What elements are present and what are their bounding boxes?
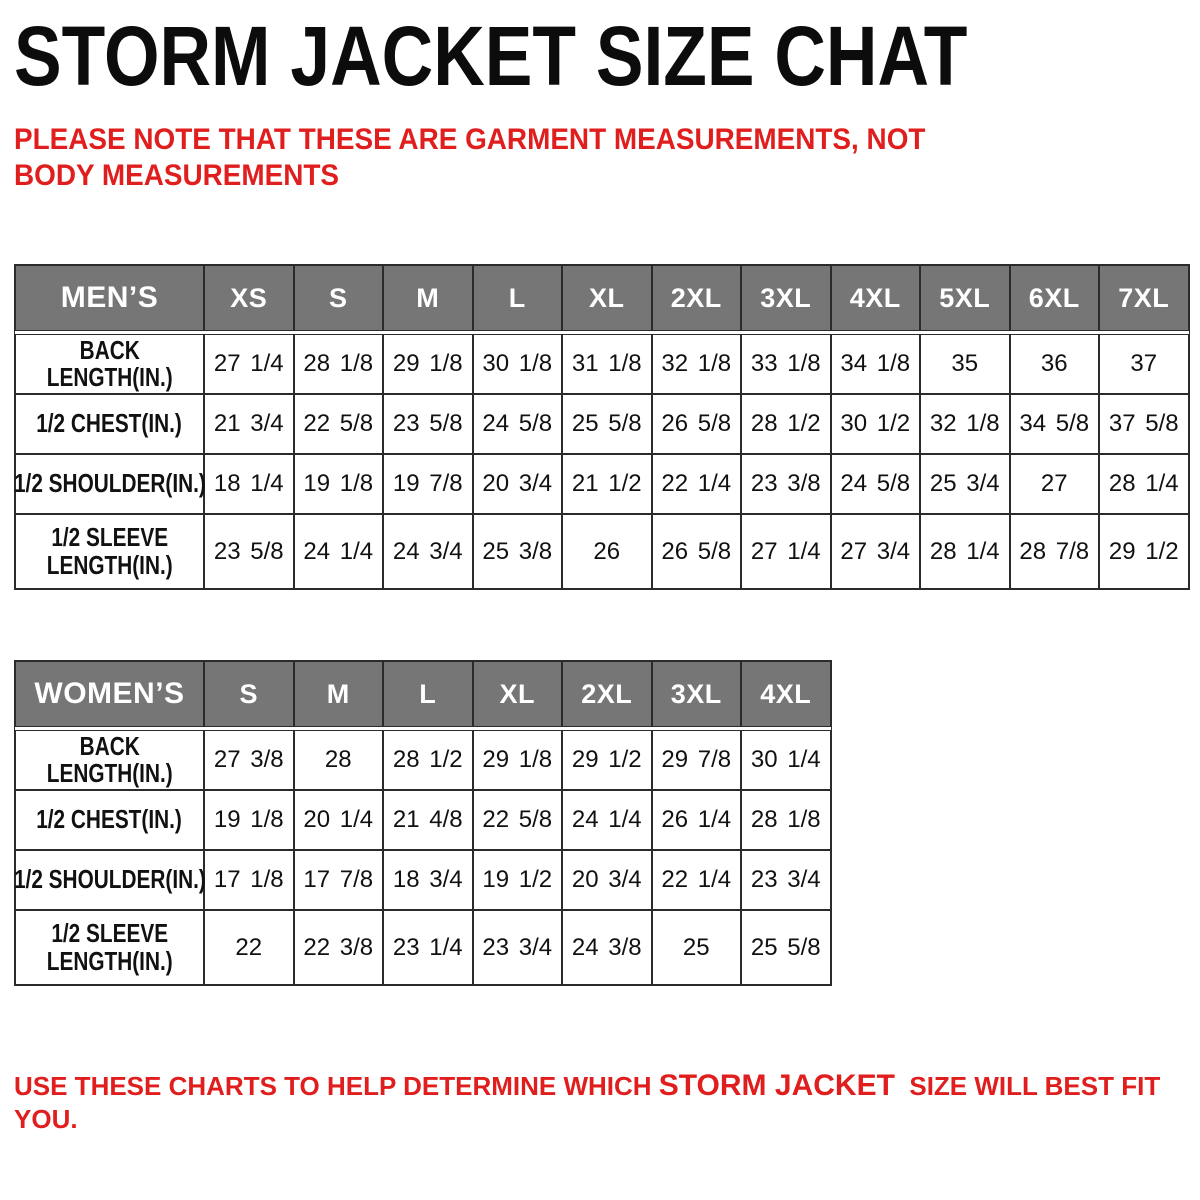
row-label-line: LENGTH(IN.) [46, 362, 173, 392]
size-column-header: S [204, 661, 294, 727]
measurement-cell: 24 3/8 [562, 910, 652, 985]
size-column-header: 2XL [652, 265, 742, 331]
row-label [15, 454, 204, 514]
row-label-line: BACK [79, 730, 140, 761]
row-label-text [14, 470, 206, 497]
row-label [15, 790, 204, 850]
size-column-header: 3XL [741, 265, 831, 331]
measurement-cell: 21 4/8 [383, 790, 473, 850]
row-label-text [46, 334, 173, 392]
measurement-cell: 20 1/4 [294, 790, 384, 850]
product-name-emphasis: STORM JACKET [658, 1069, 895, 1102]
measurement-cell: 21 3/4 [204, 394, 294, 454]
garment-measurement-note: PLEASE NOTE THAT THESE ARE GARMENT MEASUREMENTS, NOT BODY MEASUREMENTS [14, 123, 926, 192]
measurement-cell: 23 3/8 [741, 454, 831, 514]
row-label-line: LENGTH(IN.) [46, 549, 173, 580]
table-name-header: WOMEN’S [15, 661, 204, 727]
measurement-cell: 23 3/4 [473, 910, 563, 985]
row-label-line: BACK [79, 334, 140, 365]
size-column-header: 7XL [1099, 265, 1189, 331]
measurement-cell: 27 3/8 [204, 730, 294, 790]
footer-text-prefix: USE THESE CHARTS TO HELP DETERMINE WHICH [14, 1071, 659, 1101]
page-title: STORM JACKET SIZE CHAT [14, 9, 968, 103]
measurement-cell: 23 5/8 [204, 514, 294, 589]
measurement-cell: 30 1/8 [473, 334, 563, 394]
measurement-cell: 28 [294, 730, 384, 790]
size-column-header: M [294, 661, 384, 727]
measurement-cell: 29 7/8 [652, 730, 742, 790]
measurement-cell: 22 5/8 [473, 790, 563, 850]
measurement-cell: 24 3/4 [383, 514, 473, 589]
measurement-cell: 31 1/8 [562, 334, 652, 394]
measurement-cell: 27 3/4 [831, 514, 921, 589]
measurement-cell: 25 5/8 [562, 394, 652, 454]
measurement-cell: 24 5/8 [831, 454, 921, 514]
row-label-line: 1/2 SHOULDER(IN.) [13, 864, 206, 895]
measurement-cell: 19 1/2 [473, 850, 563, 910]
row-label-line: 1/2 CHEST(IN.) [36, 804, 183, 835]
measurement-cell: 19 1/8 [294, 454, 384, 514]
row-label [15, 910, 204, 985]
measurement-cell: 28 1/2 [741, 394, 831, 454]
measurement-cell: 22 1/4 [652, 850, 742, 910]
size-column-header: L [473, 265, 563, 331]
measurement-cell: 25 [652, 910, 742, 985]
row-label-text [37, 410, 183, 437]
measurement-cell: 36 [1010, 334, 1100, 394]
row-label-line: 1/2 SLEEVE [51, 522, 168, 553]
row-label [15, 850, 204, 910]
measurement-cell: 30 1/2 [831, 394, 921, 454]
measurement-cell: 34 1/8 [831, 334, 921, 394]
measurement-cell: 23 5/8 [383, 394, 473, 454]
measurement-cell: 22 3/8 [294, 910, 384, 985]
row-label [15, 730, 204, 790]
size-column-header: XL [562, 265, 652, 331]
row-label [15, 334, 204, 394]
size-column-header: 6XL [1010, 265, 1100, 331]
size-column-header: M [383, 265, 473, 331]
measurement-cell: 27 1/4 [204, 334, 294, 394]
measurement-cell: 28 1/4 [1099, 454, 1189, 514]
measurement-cell: 26 5/8 [652, 394, 742, 454]
table-name-header: MEN’S [15, 265, 204, 331]
row-label-line: LENGTH(IN.) [46, 758, 173, 788]
size-column-header: 4XL [741, 661, 831, 727]
measurement-cell: 32 1/8 [920, 394, 1010, 454]
measurement-cell: 26 5/8 [652, 514, 742, 589]
measurement-cell: 33 1/8 [741, 334, 831, 394]
womens-size-table [14, 660, 832, 986]
measurement-cell: 28 7/8 [1010, 514, 1100, 589]
measurement-cell: 24 1/4 [562, 790, 652, 850]
size-column-header: S [294, 265, 384, 331]
measurement-cell: 20 3/4 [562, 850, 652, 910]
row-label-line: LENGTH(IN.) [46, 945, 173, 976]
size-column-header: 5XL [920, 265, 1010, 331]
measurement-cell: 35 [920, 334, 1010, 394]
size-column-header: 3XL [652, 661, 742, 727]
row-label [15, 394, 204, 454]
row-label-text [47, 920, 173, 974]
row-label-text [14, 866, 206, 893]
measurement-cell: 21 1/2 [562, 454, 652, 514]
size-column-header: XL [473, 661, 563, 727]
footer-note [14, 1068, 1200, 1135]
measurement-cell: 29 1/8 [383, 334, 473, 394]
measurement-cell: 27 [1010, 454, 1100, 514]
row-label-text [47, 524, 173, 578]
measurement-cell: 29 1/2 [562, 730, 652, 790]
measurement-cell: 29 1/8 [473, 730, 563, 790]
size-column-header: 2XL [562, 661, 652, 727]
measurement-cell: 23 1/4 [383, 910, 473, 985]
measurement-cell: 27 1/4 [741, 514, 831, 589]
measurement-cell: 17 1/8 [204, 850, 294, 910]
measurement-cell: 22 5/8 [294, 394, 384, 454]
measurement-cell: 24 5/8 [473, 394, 563, 454]
row-label-line: 1/2 SHOULDER(IN.) [13, 468, 206, 499]
footer-text-suffix: SIZE WILL BEST FIT YOU. [14, 1071, 1167, 1134]
measurement-cell: 22 [204, 910, 294, 985]
measurement-cell: 18 1/4 [204, 454, 294, 514]
row-label-text [37, 806, 183, 833]
measurement-cell: 28 1/4 [920, 514, 1010, 589]
measurement-cell: 28 1/8 [741, 790, 831, 850]
size-column-header: XS [204, 265, 294, 331]
row-label-line: 1/2 CHEST(IN.) [36, 408, 183, 439]
measurement-cell: 26 [562, 514, 652, 589]
measurement-cell: 25 5/8 [741, 910, 831, 985]
measurement-cell: 24 1/4 [294, 514, 384, 589]
row-label [15, 514, 204, 589]
measurement-cell: 20 3/4 [473, 454, 563, 514]
measurement-cell: 25 3/8 [473, 514, 563, 589]
measurement-cell: 18 3/4 [383, 850, 473, 910]
mens-size-table [14, 264, 1190, 590]
measurement-cell: 17 7/8 [294, 850, 384, 910]
measurement-cell: 30 1/4 [741, 730, 831, 790]
measurement-cell: 34 5/8 [1010, 394, 1100, 454]
measurement-cell: 26 1/4 [652, 790, 742, 850]
measurement-cell: 32 1/8 [652, 334, 742, 394]
measurement-cell: 28 1/8 [294, 334, 384, 394]
measurement-cell: 25 3/4 [920, 454, 1010, 514]
measurement-cell: 28 1/2 [383, 730, 473, 790]
size-column-header: 4XL [831, 265, 921, 331]
measurement-cell: 23 3/4 [741, 850, 831, 910]
size-column-header: L [383, 661, 473, 727]
measurement-cell: 22 1/4 [652, 454, 742, 514]
measurement-cell: 29 1/2 [1099, 514, 1189, 589]
measurement-cell: 19 7/8 [383, 454, 473, 514]
row-label-line: 1/2 SLEEVE [51, 918, 168, 949]
measurement-cell: 19 1/8 [204, 790, 294, 850]
row-label-text [46, 730, 173, 788]
measurement-cell: 37 [1099, 334, 1189, 394]
measurement-cell: 37 5/8 [1099, 394, 1189, 454]
